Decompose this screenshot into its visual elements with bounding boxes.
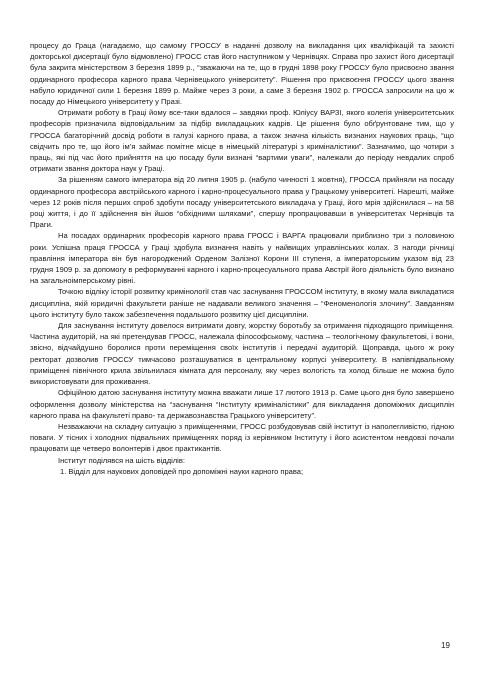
paragraph: За рішенням самого імператора від 20 липня 1905 р. (набуло чинності 1 жовтня), ГРОССА прийняли на посаду ординарного професора австрійського карного і карно-процесуального права у Грацькому університеті. Нарешті, майже через 12 років після перших спроб здобути посаду університетського викладача у Граці, його мрія здійснилася – на 58 році життя, і до її здійснення він йшов “обхідними шляхами”, спершу пропрацювавши в університетах Чернівців та Праги. (30, 175, 454, 230)
paragraph: На посадах ординарних професорів карного права ГРОСС і ВАРГА працювали приблизно три з половиною роки. Успішна праця ГРОССА у Граці здобула визнання навіть у найвищих управлінських колах. З нагоди річниці правління імператора він був нагороджений Орденом Залізної Корони III ступеня, а імператорським указом від 23 грудня 1909 р. за допомогу в реформуванні карного і карно-процесуального права Австрії його діяльність було визнано на загальноімперському рівні. (30, 231, 454, 286)
paragraph: Для заснування інституту довелося витримати довгу, жорстку боротьбу за отримання підходящого приміщення. Частина аудиторій, на які претендував ГРОСС, належала філософському, частина – теологічному факультетові, і вони, звісно, відчайдушно боролися проти переміщення своїх інститутів і передачі аудиторій. Щоправда, цього ж року ректорат дозволив ГРОССУ тимчасово розташуватися в центральному корпусі університету. В напівпідвальному приміщенні північного крила звільнилася кімната для персоналу, яку через вологість та холод більше не можна було використовувати для проживання. (30, 321, 454, 387)
paragraph: Незважаючи на складну ситуацію з приміщеннями, ГРОСС розбудовував свій інститут із наполегливістю, гідною поваги. У тісних і холодних підвальних приміщеннях поряд із керівником Інституту і його асистентом невдовзі почали працювати ще четверо волонтерів і двоє практикантів. (30, 421, 454, 454)
paragraph: Точкою відліку історії розвитку кримінології став час заснування ГРОССОМ інституту, в якому мала викладатися дисципліна, якій юридичні факультети раніше не надавали великого значення – “Феноменологія злочину”. Завданням цього інституту було також забезпечення подальшого розвитку цієї дисципліни. (30, 287, 454, 319)
list-item: 1. Відділ для наукових доповідей про допоміжні науки карного права; (60, 466, 304, 476)
paragraph: Офіційною датою заснування інституту можна вважати лише 17 лютого 1913 р. Саме цього дня було завершено оформлення дозволу міністерства на “заснування “Інституту криміналістики” для викладання допоміжних дисциплін карного права на факультеті право- та державознавства Грацького університету”. (30, 388, 454, 420)
paragraph: Отримати роботу в Граці йому все-таки вдалося – завдяки проф. Юліусу ВАРЗІ, якого колегія університетських професорів призначила відповідальним за підбір викладацьких кадрів. Це рішення було обґрунтоване тим, що у ГРОССА багаторічний досвід роботи в галузі карного права, а також значна кількість визнаних наукових праць, “що свідчить про те, що його ім’я займає помітне місце в німецькій літературі з криміналістики”. Зазначимо, що чотири з праць, які під час його прийняття на цю посаду були визнані “вартими уваги”, належали до періоду невдалих спроб отримати звання доктора наук у Граці. (30, 108, 454, 174)
document-body (30, 40, 454, 477)
page-number: 19 (441, 641, 450, 650)
paragraph: процесу до Граца (нагадаємо, що самому ГРОССУ в наданні дозволу на викладання цих кваліфікацій та захисті докторської дисертації було відмовлено) ГРОСС став його наступником у Чернівцях. Справа про захист його дисертації була закрита міністерством 3 березня 1899 р., “зважаючи на те, що в грудні 1898 року ГРОССУ було присвоєно звання ординарного професора карного права Чернівецького університету”. Рішення про присвоєння ГРОССУ цього звання набуло юридичної сили 1 березня 1899 р. Майже через 3 роки, а саме 3 березня 1902 р. ГРОССА запросили на цю ж посаду до Німецького університету у Празі. (30, 41, 454, 107)
paragraph: Інститут поділявся на шість відділів: (58, 455, 185, 465)
